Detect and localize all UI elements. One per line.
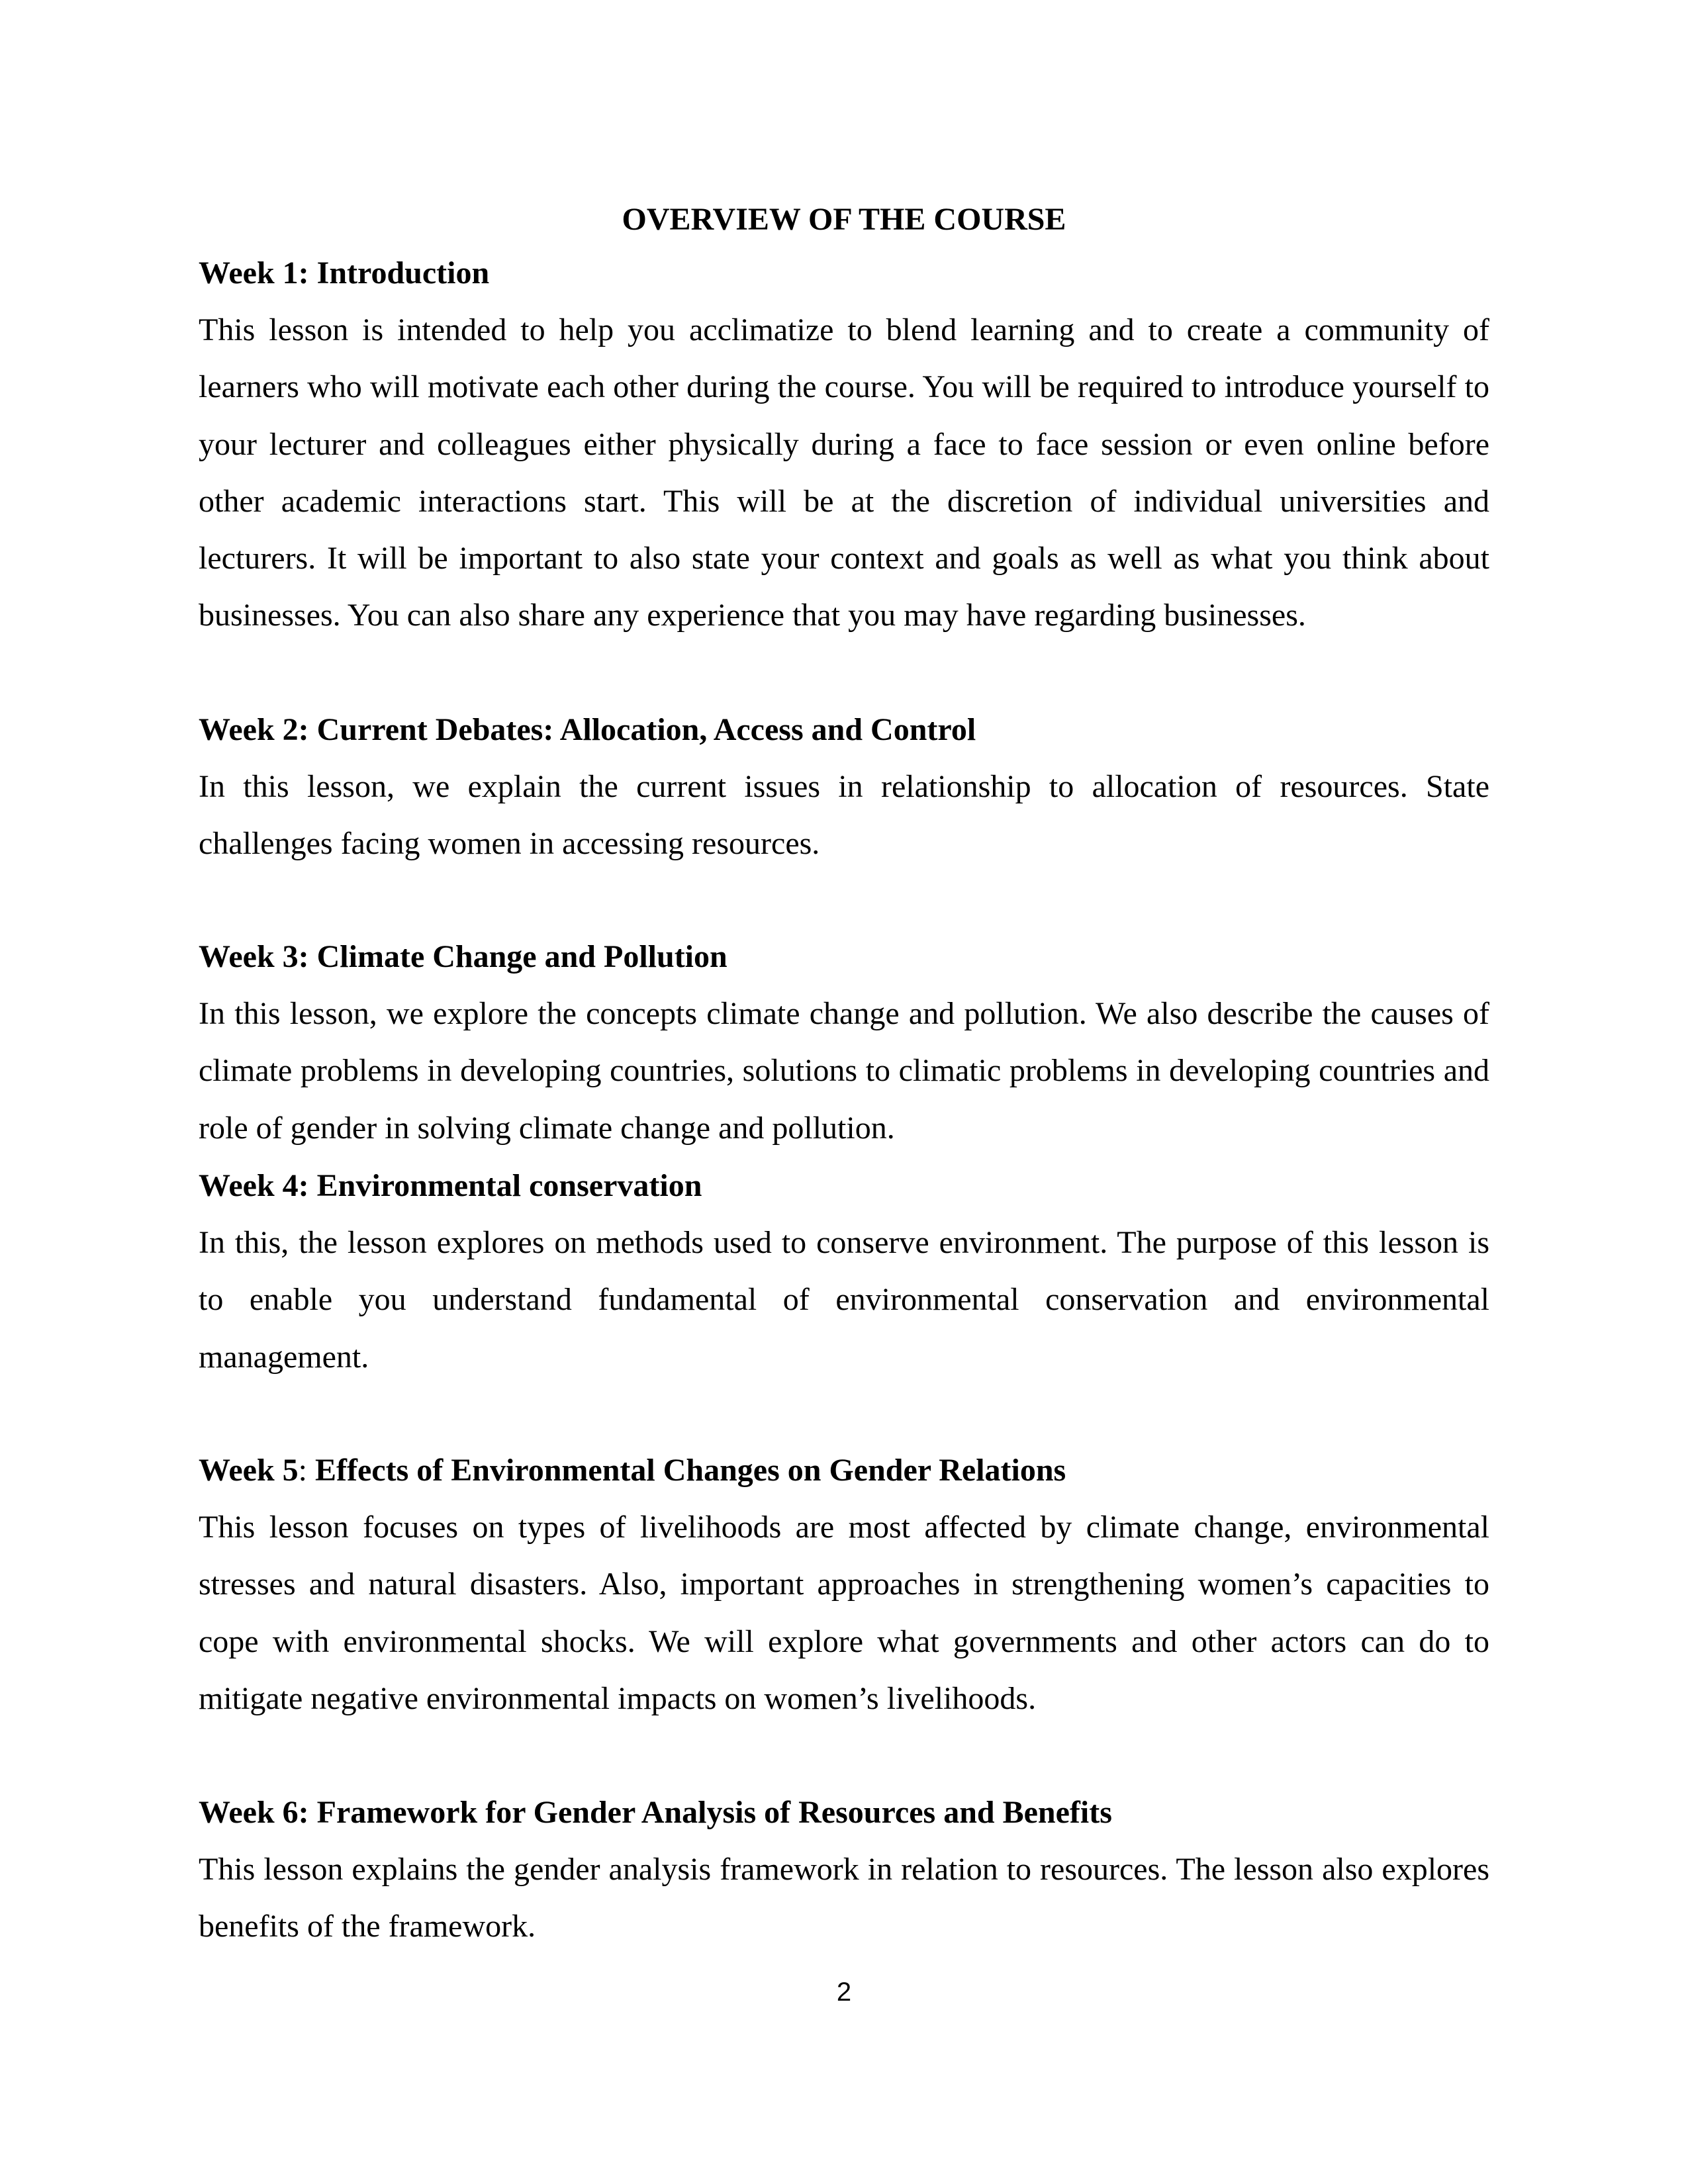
week-1-heading: Week 1: Introduction: [199, 255, 490, 291]
week-1-description: This lesson is intended to help you acclimatize to blend learning and to create a community of learners who will motivate each other during the course. You will be required to introduce yourself to your lecturer and colleagues either physically during a face to face session or even online before other academic interactions start. This will be at the discretion of individual universities and lecturers. It will be important to also state your context and goals as well as what you think about businesses. You can also share any experience that you may have regarding businesses.: [199, 312, 1489, 633]
week-5-description: This lesson focuses on types of livelihoods are most affected by climate change, environmental stresses and natural disasters. Also, important approaches in strengthening women’s capacities to cope with environmental shocks. We will explore what governments and other actors can do to mitigate negative environmental impacts on women’s livelihoods.: [199, 1510, 1489, 1716]
week-2-section: [199, 702, 1489, 873]
page-number: 2: [836, 1978, 852, 2007]
week-6-description: This lesson explains the gender analysis framework in relation to resources. The lesson also explores benefits of the framework.: [199, 1852, 1489, 1944]
week-6-heading: Week 6: Framework for Gender Analysis of Resources and Benefits: [199, 1795, 1112, 1830]
week-5-heading: [199, 1442, 1489, 1499]
week-5-label: Week 5: [199, 1453, 299, 1488]
week-3-section: [199, 929, 1489, 1157]
week-1-section: [199, 245, 1489, 645]
week-5-section: [199, 1442, 1489, 1727]
week-2-description: In this lesson, we explain the current issues in relationship to allocation of resources. State challenges facing women in accessing resources.: [199, 769, 1489, 862]
week-4-description: In this, the lesson explores on methods used to conserve environment. The purpose of this lesson is to enable you understand fundamental of environmental conservation and environmental management.: [199, 1225, 1489, 1375]
week-2-heading: Week 2: Current Debates: Allocation, Access and Control: [199, 712, 976, 747]
week-6-section: [199, 1784, 1489, 1956]
week-4-heading: Week 4: Environmental conservation: [199, 1168, 702, 1203]
week-5-separator: :: [298, 1453, 315, 1488]
page-title: OVERVIEW OF THE COURSE: [622, 202, 1066, 237]
week-3-description: In this lesson, we explore the concepts climate change and pollution. We also describe the causes of climate problems in developing countries, solutions to climatic problems in developing countries and role of gender in solving climate change and pollution.: [199, 996, 1489, 1146]
week-5-topic: Effects of Environmental Changes on Gender Relations: [315, 1453, 1066, 1488]
week-4-section: [199, 1158, 1489, 1386]
week-3-heading: Week 3: Climate Change and Pollution: [199, 939, 727, 974]
